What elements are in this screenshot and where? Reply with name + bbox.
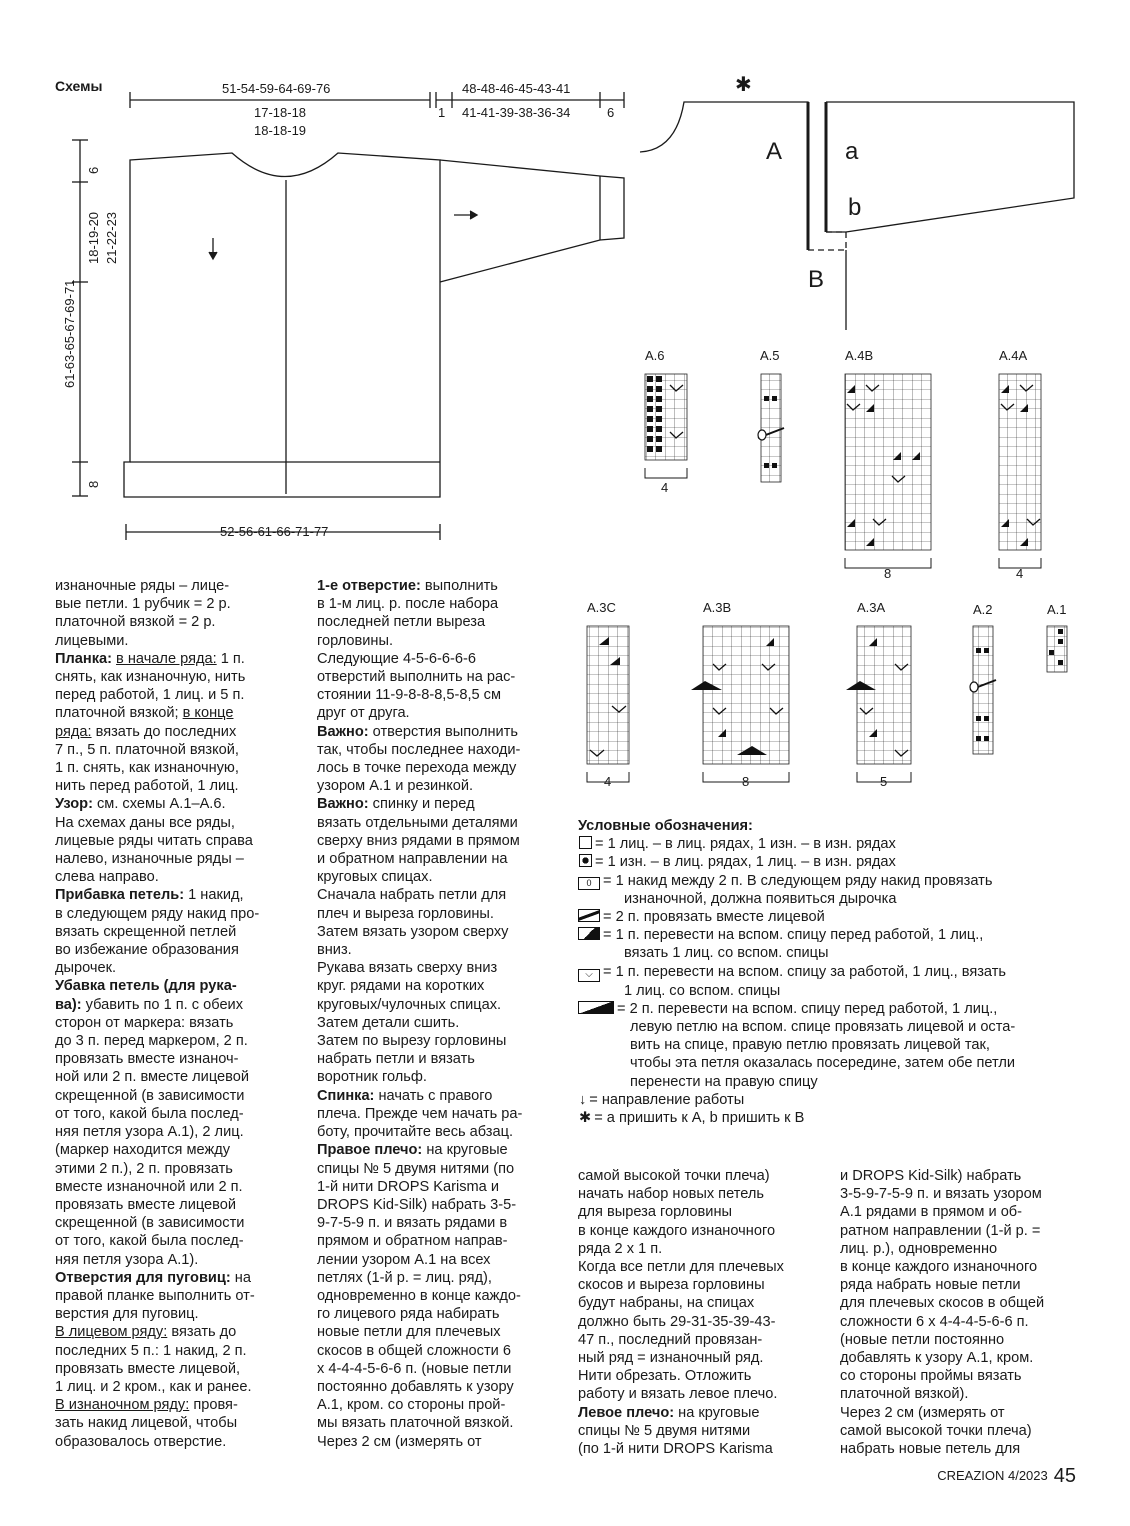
chart-a3b-width: 8: [742, 774, 750, 789]
dim-armhole-b: 21-22-23: [104, 211, 119, 264]
page-footer: [937, 1465, 1076, 1488]
chart-a2-title: A.2: [973, 602, 993, 617]
dim-sleeve-cuff: 6: [607, 105, 615, 120]
chart-a4a-title: A.4A: [999, 348, 1028, 363]
chart-a4b: [845, 374, 931, 550]
chart-a3c: [587, 626, 629, 764]
yarn-over-icon: 0: [578, 877, 600, 890]
label-b: b: [848, 194, 862, 221]
dim-neck-b: 18-18-19: [254, 123, 307, 138]
purl-symbol-icon: [579, 854, 592, 867]
label-A: A: [766, 138, 783, 165]
schemes-heading: Схемы: [55, 78, 103, 94]
chart-a4b-width: 8: [884, 566, 892, 581]
chart-a3c-width: 4: [604, 774, 612, 789]
star-icon: ✱: [735, 74, 752, 96]
magazine-name: CREAZION 4/2023: [937, 1468, 1048, 1483]
central-double-icon: [578, 1001, 614, 1014]
chart-a3c-title: A.3C: [587, 600, 616, 615]
dim-left-8: 8: [86, 480, 101, 488]
arrow-down-icon: ↓: [579, 1091, 587, 1108]
knit-symbol-icon: [579, 836, 592, 849]
chart-a3b-title: A.3B: [703, 600, 732, 615]
page-number: 45: [1053, 1465, 1076, 1487]
k2tog-icon: [578, 909, 600, 922]
chart-a3b: [703, 626, 789, 764]
chart-a4b-title: A.4B: [845, 348, 874, 363]
label-a: a: [845, 138, 859, 165]
dim-left-total: 61-63-65-67-69-71: [62, 279, 77, 388]
text-column-1: изнаночные ряды – лице- вые петли. 1 рубчик = 2 р. платочной вязкой = 2 р. лицевыми. Планка: в начале ряда: 1 п. снять, как изнаночную, нить перед работой, 1 лиц. и 5 п. платочной вязкой; в конце ряда: вязать до последних 7 п., 5 п. платочной вязкой, 1 п. снять, как изнаночную, нить перед работой, 1 лиц. Узор: см. схемы А.1–А.6. На схемах даны все ряды, лицевые ряды читать справа налево, изнаночные ряды – слева направо. Прибавка петель: 1 накид, в следующем ряду накид про- вязать скрещенной петлей во избежание образования дырочек. Убавка петель (для рука- ва): убавить по 1 п. с обеих сторон от маркера: вязать до 3 п. перед маркером, 2 п. провязать вместе изнаноч- ной или 2 п. вместе лицевой скрещенной (в зависимости от того, какой была послед- няя петля узора А.1), 2 лиц. (маркер находится между этими 2 п.), 2 п. провязать вместе изнаночной или 2 п. провязать вместе лицевой скрещенной (в зависимости от того, какой была послед- няя петля узора А.1). Отверстия для пуговиц: на правой планке выполнить от- верстия для пуговиц. В лицевом ряду: вязать до последних 5 п.: 1 накид, 2 п. провязать вместе лицевой, 1 лиц. и 2 кром., как и ранее. В изнаночном ряду: провя- зать накид лицевой, чтобы образовалось отверстие.: [55, 578, 260, 1450]
cable-back-icon: ⌵: [578, 969, 600, 982]
star-icon: ✱: [579, 1110, 592, 1127]
chart-a3a-title: A.3A: [857, 600, 886, 615]
dim-sleeve-main: 41-41-39-38-36-34: [462, 105, 571, 120]
dim-top-total: 51-54-59-64-69-76: [222, 81, 331, 96]
dim-bottom-width: 52-56-61-66-71-77: [220, 524, 329, 539]
dim-sleeve-one: 1: [438, 105, 446, 120]
dim-sleeve-total: 48-48-46-45-43-41: [462, 81, 571, 96]
chart-a3a-width: 5: [880, 774, 888, 789]
chart-a4a-width: 4: [1016, 566, 1024, 581]
legend: Условные обозначения: = 1 лиц. – в лиц. рядах, 1 изн. – в изн. рядах = 1 изн. – в лиц. рядах, 1 лиц. – в изн. рядах 0 = 1 накид между 2 п. В следующем ряду накид провязать изнаночной, должна появиться дырочка = 2 п. провязать вместе лицевой = 1 п. перевести на вспом. спицу перед работой, 1 лиц., вязать 1 лиц. со вспом. спицы ⌵ = 1 п. перевести на вспом. спицу за работой, 1 лиц., вязать 1 лиц. со вспом. спицы = 2 п. перевести на вспом. спицу перед работой, 1 лиц., левую петлю на вспом. спице провязать лицевой и оста- вить на спице, правую петлю провязать лицевой так, чтобы эта петля оказалась посередине, затем обе петли перенести на правую спицу ↓ = направление работы ✱ = a пришить к A, b пришить к B: [578, 818, 1016, 1127]
dim-left-6: 6: [86, 166, 101, 174]
chart-a3a: [857, 626, 911, 764]
text-column-4: и DROPS Kid-Silk) набрать 3-5-9-7-5-9 п. и вязать узором А.1 рядами в прямом и об- ратном направлении (1-й р. = лиц. р.), одновременно в конце каждого изнаночного ряда набрать новые петли для плечевых скосов в общей сложности 6 х 4-4-4-5-6-6 п. (новые петли постоянно добавлять к узору А.1, кром. со стороны проймы вязать платочной вязкой). Через 2 см (измерять от самой высокой точки плеча) набрать новые петель для: [840, 1168, 1045, 1458]
dim-armhole-a: 18-19-20: [86, 211, 101, 264]
chart-a1: [1047, 626, 1067, 672]
dim-neck-a: 17-18-18: [254, 105, 307, 120]
text-column-2: 1-е отверстие: выполнить в 1-м лиц. р. после набора последней петли выреза горловины. Следующие 4-5-6-6-6-6 отверстий выполнить на рас- стоянии 11-9-8-8-8,5-8,5 см друг от друга. Важно: отверстия выполнить так, чтобы последнее находи- лось в точке перехода между узором А.1 и резинкой. Важно: спинку и перед вязать отдельными деталями сверху вниз рядами в прямом и обратном направлении на круговых спицах. Сначала набрать петли для плеч и выреза горловины. Затем вязать узором сверху вниз. Рукава вязать сверху вниз круг. рядами на коротких круговых/чулочных спицах. Затем детали сшить. Затем по вырезу горловины набрать петли и вязать воротник гольф. Спинка: начать с правого плеча. Прежде чем начать ра- боту, прочитайте весь абзац. Правое плечо: на круговые спицы № 5 двумя нитями (по 1-й нити DROPS Karisma и DROPS Kid-Silk) набрать 3-5- 9-7-5-9 п. и вязать рядами в прямом и обратном направ- лении узором А.1 на всех петлях (1-й р. = лиц. ряд), одновременно в конце каждо- го лицевого ряда набирать новые петли для плечевых скосов в общей сложности 6 х 4-4-4-5-6-6 п. (новые петли постоянно добавлять к узору А.1, кром. со стороны прой- мы вязать платочной вязкой. Через 2 см (измерять от: [317, 578, 523, 1450]
chart-a6-title: A.6: [645, 348, 665, 363]
chart-a1-title: A.1: [1047, 602, 1067, 617]
chart-a6-width: 4: [661, 480, 669, 495]
text-column-3: самой высокой точки плеча) начать набор новых петель для выреза горловины в конце каждого изнаночного ряда 2 х 1 п. Когда все петли для плечевых скосов и выреза горловины будут набраны, на спицах должно быть 29-31-35-39-43- 47 п., последний провязан- ный ряд = изнаночный ряд. Нити обрезать. Отложить работу и вязать левое плечо. Левое плечо: на круговые спицы № 5 двумя нитями (по 1-й нити DROPS Karisma: [578, 1168, 784, 1458]
label-B: B: [808, 266, 825, 293]
cable-front-icon: [578, 927, 600, 940]
chart-a5-title: A.5: [760, 348, 780, 363]
